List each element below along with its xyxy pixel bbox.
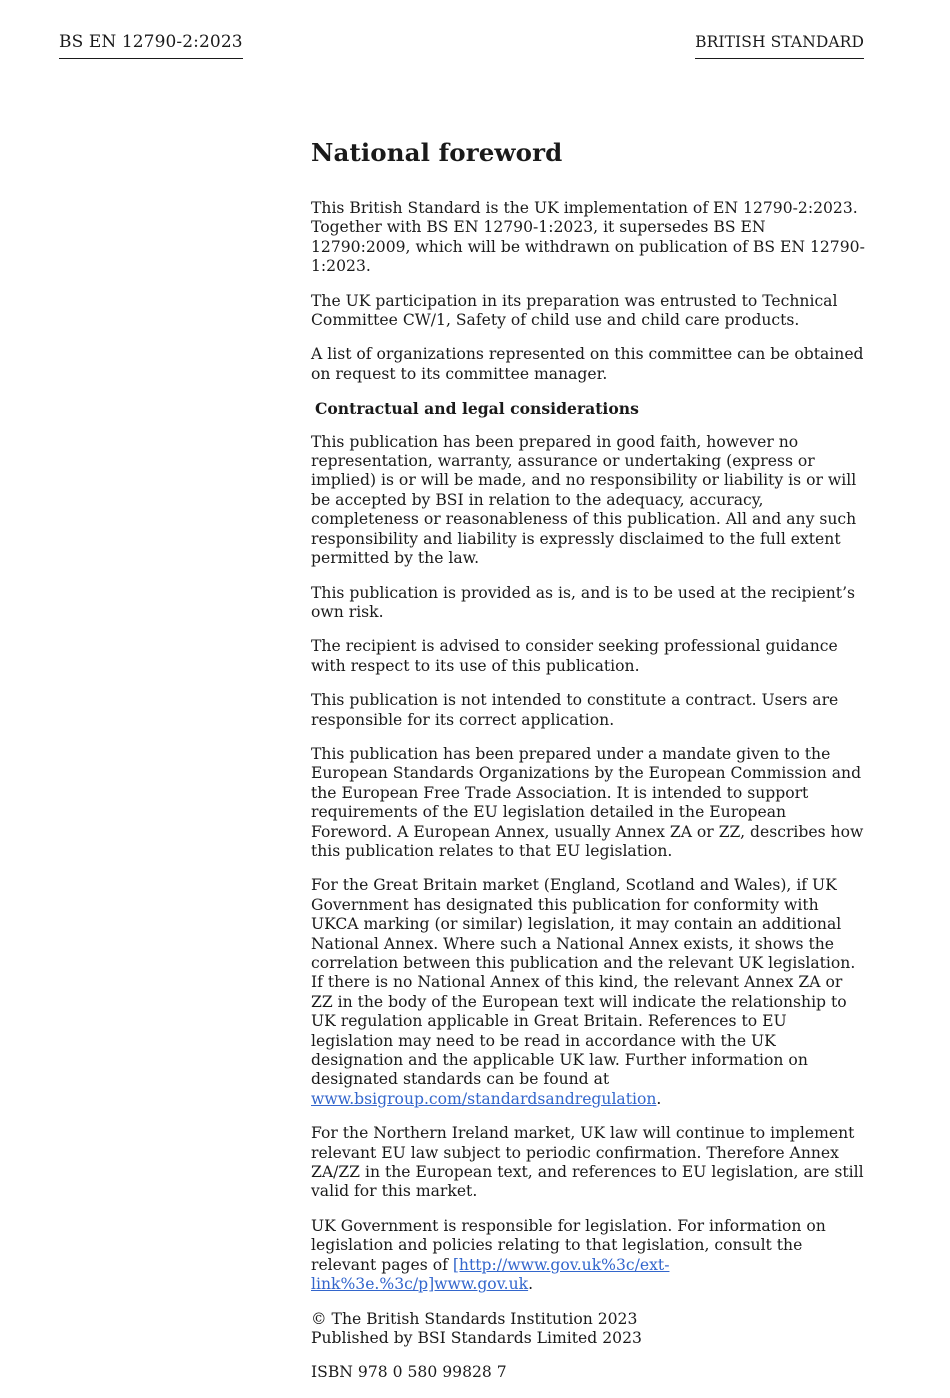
copyright-line: © The British Standards Institution 2023 — [311, 1309, 638, 1328]
paragraph-great-britain — [311, 876, 867, 1109]
paragraph-uk-government — [311, 1217, 867, 1295]
paragraph-implementation: This British Standard is the UK implementation of EN 12790-2:2023. Together with BS EN 12790-1:2023, it supersedes BS EN 12790:2009, which will be withdrawn on publication of BS EN 12790-1:2023. — [311, 199, 865, 276]
paragraph-contract: This publication is not intended to constitute a contract. Users are responsible for its correct application. — [311, 691, 839, 729]
paragraph-uk-government-end: . — [528, 1275, 534, 1294]
series-label: BRITISH STANDARD — [695, 30, 864, 59]
isbn: ISBN 978 0 580 99828 7 — [311, 1363, 507, 1382]
copyright-block — [311, 1310, 867, 1349]
paragraph-organizations: A list of organizations represented on this committee can be obtained on request to its committee manager. — [311, 345, 864, 383]
page-title: National foreword — [311, 138, 563, 167]
paragraph-great-britain-text: For the Great Britain market (England, Scotland and Wales), if UK Government has designated this publication for conformity with UKCA marking (or similar) legislation, it may contain an additional National Annex. Where such a National Annex exists, it shows the correlation between this publication and the relevant UK legislation. If there is no National Annex of this kind, the relevant Annex ZA or ZZ in the body of the European text will indicate the relationship to UK regulation applicable in Great Britain. References to EU legislation may need to be read in accordance with the UK designation and the applicable UK law. Further information on designated standards can be found at — [311, 876, 856, 1089]
bsi-regulation-link[interactable]: www.bsigroup.com/standardsandregulation — [311, 1089, 657, 1108]
foreword-body — [311, 138, 867, 1398]
document-id: BS EN 12790-2:2023 — [59, 30, 243, 59]
paragraph-committee: The UK participation in its preparation was entrusted to Technical Committee CW/1, Safety of child use and child care products. — [311, 291, 838, 330]
paragraph-guidance: The recipient is advised to consider seeking professional guidance with respect to its use of this publication. — [311, 637, 838, 675]
paragraph-own-risk: This publication is provided as is, and is to be used at the recipient’s own risk. — [311, 583, 856, 621]
publisher-line: Published by BSI Standards Limited 2023 — [311, 1328, 642, 1347]
section-heading: Contractual and legal considerations — [315, 399, 639, 419]
paragraph-uk-government-text: UK Government is responsible for legislation. For information on legislation and policies relating to that legislation, consult the relevant pages of — [311, 1216, 826, 1274]
paragraph-mandate: This publication has been prepared under a mandate given to the European Standards Organizations by the European Commission and the European Free Trade Association. It is intended to support requirements of the EU legislation detailed in the European Foreword. A European Annex, usually Annex ZA or ZZ, describes how this publication relates to that EU legislation. — [311, 744, 864, 860]
gov-uk-link[interactable]: [http://www.gov.uk%3c/ext-link%3e.%3c/p]www.gov.uk — [311, 1255, 670, 1294]
paragraph-northern-ireland: For the Northern Ireland market, UK law will continue to implement relevant EU law subject to periodic confirmation. Therefore Annex ZA/ZZ in the European text, and references to EU legislation, are still valid for this market. — [311, 1124, 864, 1201]
paragraph-good-faith: This publication has been prepared in good faith, however no representation, warranty, assurance or undertaking (express or implied) is or will be made, and no responsibility or liability is or will be accepted by BSI in relation to the adequacy, accuracy, completeness or reasonableness of this publication. All and any such responsibility and liability is expressly disclaimed to the full extent permitted by the law. — [311, 432, 857, 568]
paragraph-great-britain-end: . — [656, 1089, 662, 1108]
